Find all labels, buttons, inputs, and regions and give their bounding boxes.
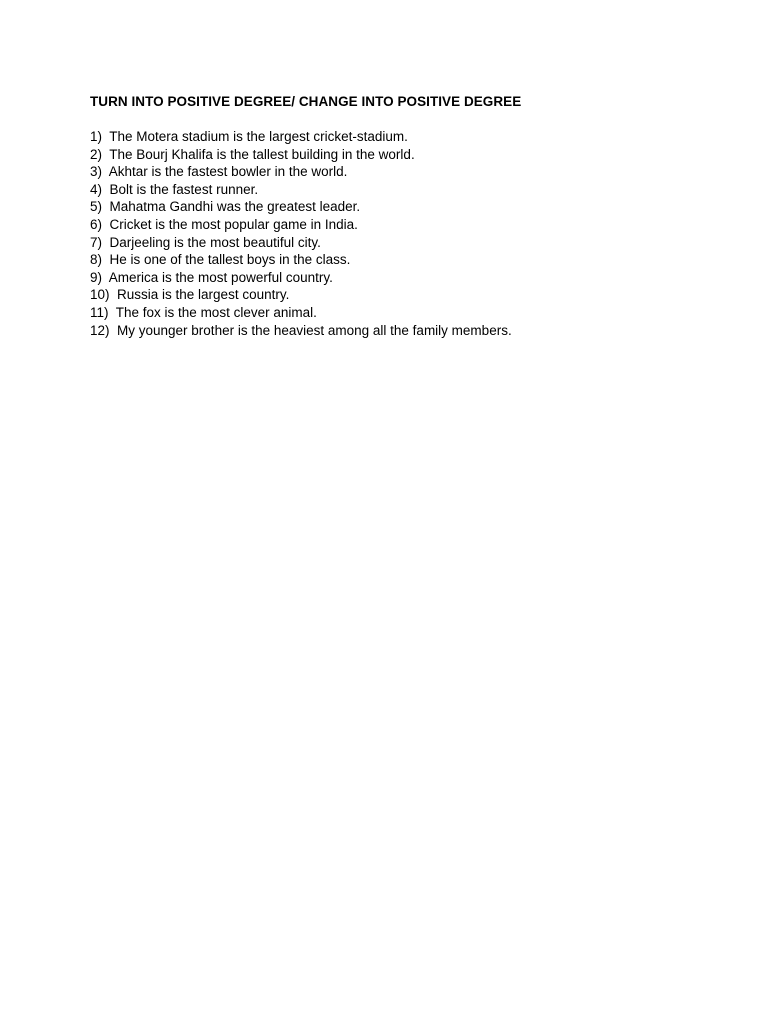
item-number: 5) <box>90 199 103 215</box>
item-number: 6) <box>90 216 103 232</box>
list-item <box>90 216 512 234</box>
exercise-list <box>90 128 512 339</box>
item-number: 11) <box>90 304 109 320</box>
list-item <box>90 128 512 146</box>
list-item <box>90 251 512 269</box>
item-number: 2) <box>90 146 103 162</box>
item-number: 7) <box>90 234 103 250</box>
list-item <box>90 163 512 181</box>
list-item <box>90 146 512 164</box>
item-text: Akhtar is the fastest bowler in the world. <box>102 164 348 180</box>
item-number: 8) <box>90 252 103 268</box>
item-text: Mahatma Gandhi was the greatest leader. <box>102 199 361 215</box>
item-text: Russia is the largest country. <box>109 287 290 303</box>
list-item <box>90 269 512 287</box>
item-text: My younger brother is the heaviest among all the family members. <box>109 322 512 338</box>
list-item <box>90 304 512 322</box>
item-number: 12) <box>90 322 110 338</box>
item-text: The fox is the most clever animal. <box>108 304 317 320</box>
item-text: Darjeeling is the most beautiful city. <box>102 234 321 250</box>
item-text: He is one of the tallest boys in the class. <box>102 252 351 268</box>
page-title: TURN INTO POSITIVE DEGREE/ CHANGE INTO POSITIVE DEGREE <box>90 94 522 109</box>
item-number: 3) <box>90 164 103 180</box>
list-item <box>90 234 512 252</box>
item-text: Cricket is the most popular game in India. <box>102 216 358 232</box>
item-number: 4) <box>90 181 103 197</box>
item-text: The Bourj Khalifa is the tallest building in the world. <box>102 146 415 162</box>
item-number: 10) <box>90 287 110 303</box>
item-text: Bolt is the fastest runner. <box>102 181 259 197</box>
item-text: The Motera stadium is the largest cricket-stadium. <box>102 129 408 144</box>
item-number: 1) <box>90 129 103 144</box>
list-item <box>90 198 512 216</box>
list-item <box>90 322 512 340</box>
list-item <box>90 286 512 304</box>
item-number: 9) <box>90 269 103 285</box>
item-text: America is the most powerful country. <box>102 269 333 285</box>
list-item <box>90 181 512 199</box>
